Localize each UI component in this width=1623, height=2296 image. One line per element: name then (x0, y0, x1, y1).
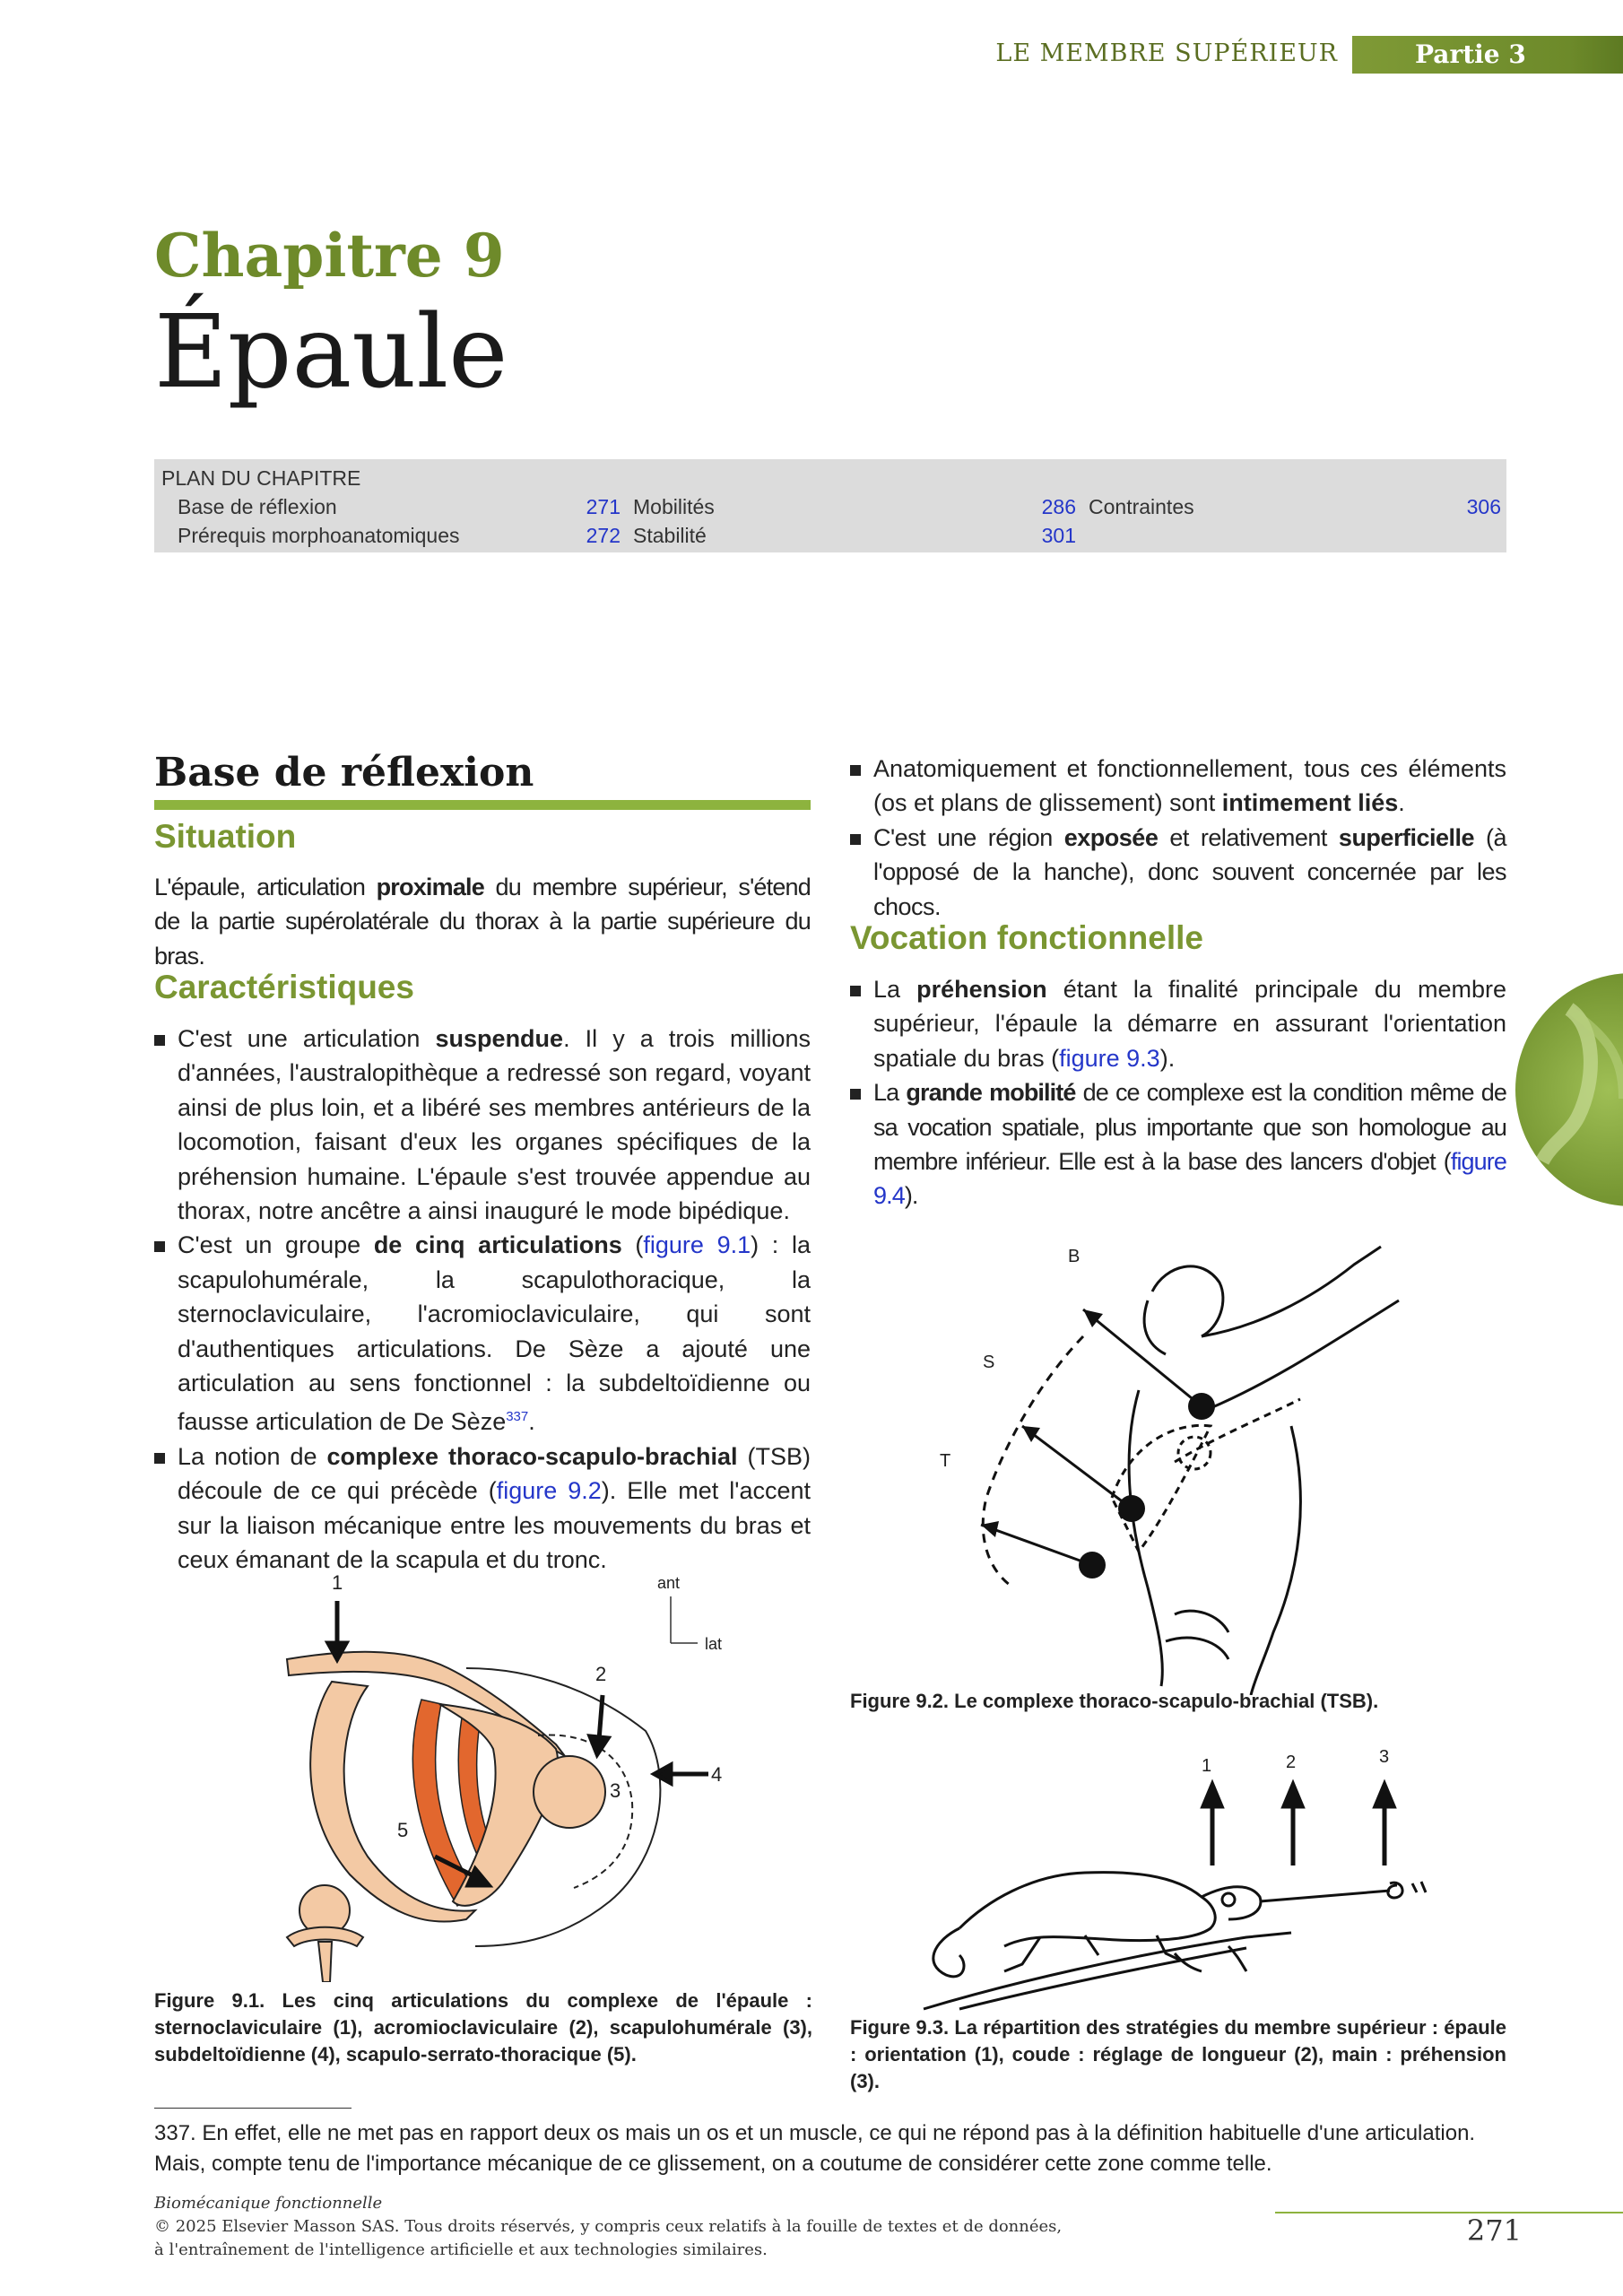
subheading-situation: Situation (154, 818, 297, 855)
plan-page-stabilite[interactable]: 301 (1041, 524, 1076, 547)
list-item: C'est une articulation suspendue. Il y a trois millions d'années, l'australopithèque a redressé son regard, voyant ainsi de plus loin, et a libéré ses membres antérieurs de la locomotion, faisant d'eux les organes spécifiques de la préhension humaine. L'épaule s'est trouvée appendue au thorax, notre ancêtre a ainsi inauguré le mode bipédique. (154, 1022, 811, 1228)
figure-9-1-illustration (269, 1561, 753, 1982)
list-item: C'est une région exposée et relativement superficielle (à l'opposé de la hanche), donc souvent concernée par les chocs. (850, 821, 1506, 924)
list-item: C'est un groupe de cinq articulations (figure 9.1) : la scapulohumérale, la scapulothoracique, la sternoclaviculaire, l'acromioclaviculaire, qui sont d'authentiques articulations. De Sèze a ajouté une articulation au sens fonctionnel : la subdeltoïdienne ou fausse articulation de De Sèze$^{337}$. (154, 1228, 811, 1439)
list-item: Anatomiquement et fonctionnellement, tous ces éléments (os et plans de glissement) sont intimement liés. (850, 752, 1506, 821)
running-header-part: Partie 3 (1352, 36, 1623, 74)
list-item: La préhension étant la finalité principale du membre supérieur, l'épaule la démarre en assurant l'orientation spatiale du bras (figure 9.3). (850, 972, 1506, 1075)
list-caracteristiques (154, 1022, 811, 1578)
figure-link-9-1[interactable]: figure 9.1 (643, 1231, 751, 1259)
chapter-title: Épaule (154, 294, 508, 411)
plan-item-prerequis[interactable]: Prérequis morphoanatomiques (178, 524, 460, 547)
figure-9-1-label-3: 3 (610, 1779, 621, 1802)
side-thumb-decoration (1515, 973, 1623, 1206)
figure-9-3-label-2: 2 (1286, 1752, 1297, 1772)
section-heading: Base de réflexion (154, 750, 534, 796)
figure-9-3-caption: Figure 9.3. La répartition des stratégies du membre supérieur : épaule : orientation (1), coude : réglage de longueur (2), main : préhension (3). (850, 2016, 1506, 2092)
plan-item-contraintes[interactable]: Contraintes (1089, 495, 1194, 518)
running-header-section: LE MEMBRE SUPÉRIEUR (995, 39, 1338, 67)
footer-copyright-line-2: à l'entraînement de l'intelligence artificielle et aux technologies similaires. (154, 2240, 768, 2259)
plan-page-base[interactable]: 271 (586, 495, 621, 518)
plan-item-mobilites[interactable]: Mobilités (633, 495, 715, 518)
figure-9-2-label-t: T (940, 1451, 951, 1471)
list-region (850, 752, 1506, 924)
figure-9-2-label-s: S (983, 1352, 995, 1372)
figure-9-2-illustration (933, 1229, 1453, 1695)
list-item: La notion de complexe thoraco-scapulo-brachial (TSB) découle de ce qui précède (figure 9.2). Elle met l'accent sur la liaison mécanique entre les mouvements du bras et ceux émanant de la scapula et du tronc. (154, 1439, 811, 1578)
footnote-ref[interactable]: 337 (506, 1409, 529, 1425)
figure-9-3-label-3: 3 (1379, 1747, 1390, 1767)
page-number: 271 (1466, 2213, 1522, 2248)
figure-9-2-caption: Figure 9.2. Le complexe thoraco-scapulo-brachial (TSB). (850, 1690, 1379, 1712)
plan-page-mobilites[interactable]: 286 (1041, 495, 1076, 518)
figure-9-3-label-1: 1 (1202, 1756, 1212, 1776)
footer-meta (154, 2192, 1062, 2262)
plan-page-contraintes[interactable]: 306 (1466, 495, 1501, 518)
figure-link-9-4[interactable]: figure 9.4 (873, 1148, 1506, 1210)
figure-9-3-illustration (906, 1740, 1480, 2018)
footer-rule (1275, 2212, 1623, 2213)
footer-copyright-line-1: © 2025 Elsevier Masson SAS. Tous droits réservés, y compris ceux relatifs à la fouille de textes et de données, (154, 2217, 1063, 2236)
footnote-rule (154, 2108, 352, 2109)
figure-link-9-3[interactable]: figure 9.3 (1059, 1044, 1160, 1072)
list-vocation (850, 972, 1506, 1213)
chapter-label: Chapitre 9 (154, 221, 505, 291)
footer-book-title: Biomécanique fonctionnelle (154, 2194, 383, 2213)
figure-9-2-label-b: B (1068, 1247, 1081, 1266)
section-rule (154, 800, 811, 810)
list-item: La grande mobilité de ce complexe est la condition même de sa vocation spatiale, plus importante que son homologue au membre inférieur. Elle est à la base des lancers d'objet (figure 9.4). (850, 1075, 1506, 1213)
figure-link-9-2[interactable]: figure 9.2 (496, 1477, 602, 1505)
chapter-plan-title: PLAN DU CHAPITRE (161, 466, 361, 490)
figure-9-1-caption: Figure 9.1. Les cinq articulations du complexe de l'épaule : sternoclaviculaire (1), acromioclaviculaire (2), scapulohumérale (3), subdeltoïdienne (4), scapulo-serrato-thoracique (5). (154, 1989, 812, 2066)
paragraph-situation: L'épaule, articulation proximale du membre supérieur, s'étend de la partie supérolatérale du thorax à la partie supérieure du bras. (154, 874, 811, 970)
subheading-vocation: Vocation fonctionnelle (850, 919, 1203, 956)
figure-9-1-label-1: 1 (332, 1571, 343, 1594)
figure-9-1-label-4: 4 (711, 1763, 723, 1786)
figure-9-1-axis-lat: lat (705, 1635, 723, 1653)
subheading-caracteristiques: Caractéristiques (154, 969, 414, 1005)
footnote-337: 337. En effet, elle ne met pas en rapport deux os mais un os et un muscle, ce qui ne répond pas à la définition habituelle d'une articulation. Mais, compte tenu de l'importance mécanique de ce glissement, on a coutume de considérer cette zone comme telle. (154, 2121, 1476, 2176)
plan-item-stabilite[interactable]: Stabilité (633, 524, 707, 547)
plan-item-base[interactable]: Base de réflexion (178, 495, 337, 518)
plan-page-prerequis[interactable]: 272 (586, 524, 621, 547)
chapter-plan (154, 459, 1506, 552)
figure-9-1-label-2: 2 (595, 1663, 607, 1685)
figure-9-1-label-5: 5 (397, 1819, 409, 1841)
figure-9-1-axis-ant: ant (657, 1574, 681, 1592)
